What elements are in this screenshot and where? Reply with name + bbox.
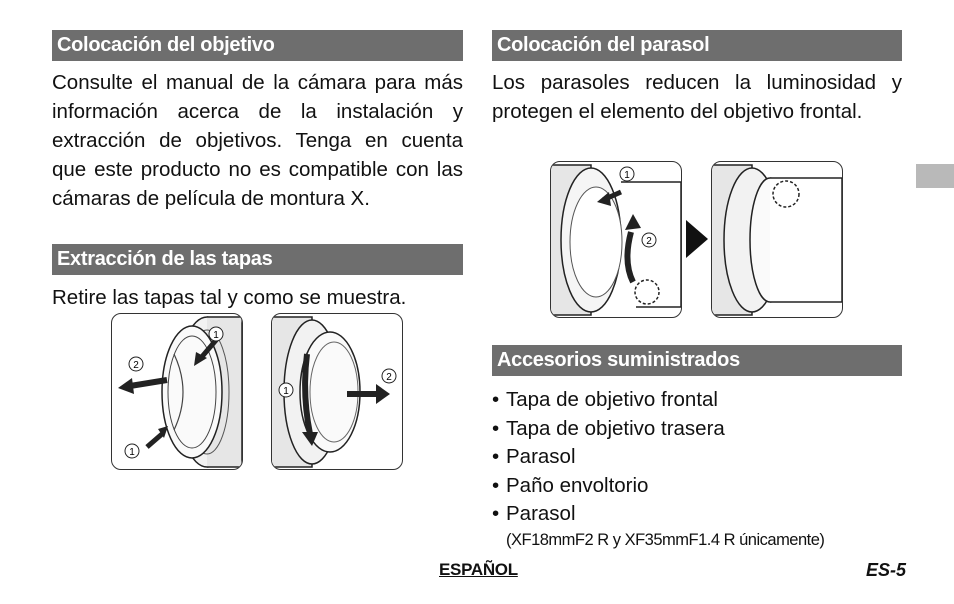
list-item: • Parasol <box>492 445 576 468</box>
hood-step-illustration <box>551 162 681 317</box>
right-column <box>492 30 902 126</box>
accessories-section <box>492 345 902 551</box>
hood-figure-result <box>711 161 843 318</box>
list-item: • Parasol <box>492 502 576 525</box>
rear-cap-figure <box>271 313 403 470</box>
hood-attachment-text: Los parasoles reducen la luminosidad y protegen el elemento del objetivo frontal. <box>492 71 902 123</box>
accessories-list <box>492 386 902 529</box>
section-title-accessories: Accesorios suministrados <box>492 345 902 376</box>
front-cap-step1b-label: 1 <box>129 447 135 458</box>
list-item: • Tapa de objetivo frontal <box>492 388 718 411</box>
rear-cap-step1-label: 1 <box>283 386 289 397</box>
hood-step2-label: 2 <box>646 236 652 247</box>
chapter-tab <box>916 164 954 188</box>
section-title-hood-attachment: Colocación del parasol <box>492 30 902 61</box>
section-title-lens-attachment: Colocación del objetivo <box>52 30 463 61</box>
lens-attachment-text: Consulte el manual de la cámara para más información acerca de la instalación y extracción de objetivos. Tenga en cuenta que este producto no es compatible con las cámaras de película de montura X. <box>52 71 463 210</box>
rear-cap-step2-label: 2 <box>386 372 392 383</box>
footer-language: ESPAÑOL <box>439 560 518 579</box>
list-item: • Tapa de objetivo trasera <box>492 416 725 440</box>
front-cap-figure <box>111 313 243 470</box>
front-cap-illustration <box>112 314 242 469</box>
left-column <box>52 30 463 312</box>
footer-page-number: ES-5 <box>866 560 907 580</box>
section-title-cap-removal: Extracción de las tapas <box>52 244 463 275</box>
hood-step1-label: 1 <box>624 170 630 181</box>
front-cap-step2-label: 2 <box>133 360 139 371</box>
front-cap-step1-label: 1 <box>213 330 219 341</box>
next-step-arrow-icon <box>686 220 708 258</box>
accessories-note: (XF18mmF2 R y XF35mmF1.4 R únicamente) <box>506 530 825 549</box>
cap-removal-text: Retire las tapas tal y como se muestra. <box>52 286 407 309</box>
rear-cap-illustration <box>272 314 402 469</box>
list-item: • Paño envoltorio <box>492 473 649 497</box>
hood-result-illustration <box>712 162 842 317</box>
hood-figure-step <box>550 161 682 318</box>
